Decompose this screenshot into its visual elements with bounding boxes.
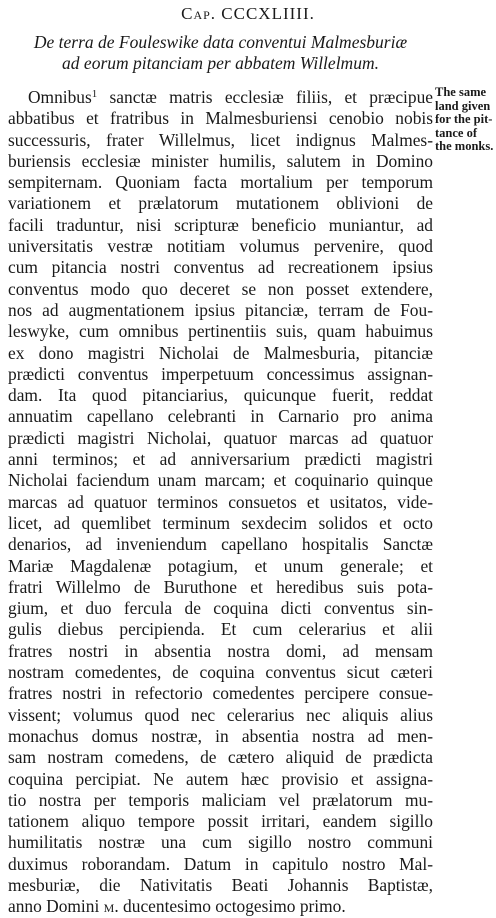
text-line-first <box>8 84 433 108</box>
text-line: ex dono magistri Nicholai de Malmesburia, pitanciæ <box>8 342 433 363</box>
last-line-end: ducentesimo octogesimo primo. <box>123 896 346 917</box>
text-line: vissent; volumus quod nec celerarius nec aliquis alius <box>8 704 433 725</box>
text-line: mesburiæ, die Nativitatis Beati Johannis Baptistæ, <box>8 874 433 895</box>
text-line: anni terminos; et ad anniversarium prædicti magistri <box>8 449 433 470</box>
text-line: sam nostram comedens, de cætero aliquid de prædicta <box>8 747 433 768</box>
marginal-note <box>435 86 495 154</box>
text-line: fratri Willelmo de Buruthone et heredibus suis pota- <box>8 576 433 597</box>
text-line: conventus modo quo deceret se non posset extendere, <box>8 278 433 299</box>
last-line-numeral: m. <box>103 896 119 917</box>
chapter-heading: Cap. CCCXLIIII. <box>181 4 315 23</box>
text-line: sempiternam. Quoniam facta mortalium per temporum <box>8 172 433 193</box>
title-line: ad eorum pitanciam per abbatem Willelmum. <box>62 53 379 73</box>
text-line: gulis diebus percipienda. Et cum celerarius et alii <box>8 619 433 640</box>
text-line: monachus domus nostræ, in absentia nostra ad men- <box>8 725 433 746</box>
margin-note-line: for the pit- <box>435 112 493 126</box>
text-line: licet, ad quemlibet terminum sexdecim solidos et octo <box>8 512 433 533</box>
text-line: cum pitancia nostri conventus ad recreationem ipsius <box>8 257 433 278</box>
text-line: nos ad augmentationem ipsius pitanciæ, terram de Fou- <box>8 299 433 320</box>
text-line-last <box>8 896 433 917</box>
text-line: buriensis ecclesiæ minister humilis, salutem in Domino <box>8 150 433 171</box>
charter-text <box>8 84 433 918</box>
text-line: fratres nostri in refectorio comedentes percipere consue- <box>8 683 433 704</box>
text-line: gium, et duo fercula de coquina dicti conventus sin- <box>8 598 433 619</box>
title-line: De terra de Fouleswike data conventui Malmesburiæ <box>33 32 408 52</box>
text-line: abbatibus et fratribus in Malmesburiensi cenobio nobis <box>8 108 433 129</box>
footnote-marker: 1 <box>91 88 98 100</box>
text-line: successuris, frater Willelmus, licet indignus Malmes- <box>8 129 433 150</box>
text-line: dam. Ita quod pitanciarius, quicunque fuerit, reddat <box>8 385 433 406</box>
text-line: humilitatis nostræ una cum sigillo nostro communi <box>8 832 433 853</box>
margin-note-line: tance of <box>435 125 477 140</box>
last-line-start: anno Domini <box>8 896 100 917</box>
text-line: denarios, ad inveniendum capellano hospitalis Sanctæ <box>8 534 433 555</box>
text-line: leswyke, cum omnibus pertinentiis suis, quam habuimus <box>8 321 433 342</box>
chapter-title <box>8 32 433 74</box>
text-line: fratres nostri in absentia nostra domi, ad mensam <box>8 640 433 661</box>
text-line: annuatim capellano celebranti in Carnario pro anima <box>8 406 433 427</box>
text-line: marcas ad quatuor terminos consuetos et usitatos, vide- <box>8 491 433 512</box>
text-line: duximus roborandam. Datum in capitulo nostro Mal- <box>8 853 433 874</box>
text-line: Mariæ Magdalenæ potagium, et unum generale; et <box>8 555 433 576</box>
text-line: tationem aliquo tempore possit irritari, eandem sigillo <box>8 811 433 832</box>
text-line: facili traduntur, nisi scripturæ beneficio muniantur, ad <box>8 214 433 235</box>
margin-note-line: the monks. <box>435 139 494 153</box>
text-line: universitatis vestræ notitiam volumus pervenire, quod <box>8 236 433 257</box>
first-line-rest: sanctæ matris ecclesiæ filiis, et præcipue <box>109 87 433 107</box>
first-word: Omnibus <box>28 87 92 107</box>
text-line: nostram comedentes, de coquina conventus sicut cæteri <box>8 662 433 683</box>
text-line: prædicti magistri Nicholai, quatuor marcas ad quatuor <box>8 427 433 448</box>
text-line: prædicti conventus imperpetuum concessimus assignan- <box>8 363 433 384</box>
text-line: coquina percipiat. Ne autem hæc provisio et assigna- <box>8 768 433 789</box>
text-line: tio nostra per temporis maliciam vel prælatorum mu- <box>8 789 433 810</box>
text-line: Nicholai faciendum unam marcam; et coquinario quinque <box>8 470 433 491</box>
margin-note-line: The same <box>435 85 487 99</box>
margin-note-line: land given <box>435 98 491 113</box>
text-line: variationem et prælatorum mutationem oblivioni de <box>8 193 433 214</box>
